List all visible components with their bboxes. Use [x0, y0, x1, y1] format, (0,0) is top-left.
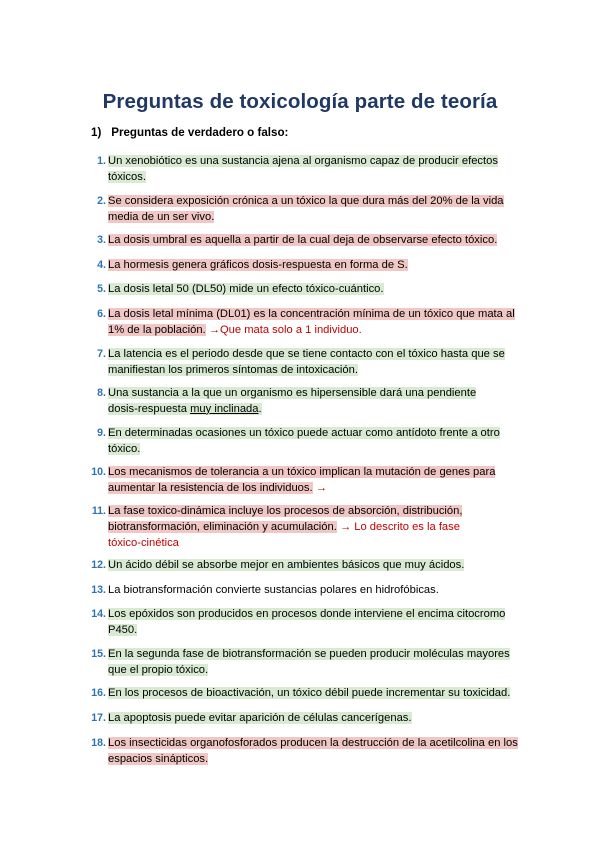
question-line [108, 647, 518, 663]
question-line [108, 347, 518, 363]
question-line [108, 558, 518, 574]
question-text [108, 736, 518, 768]
question-line [108, 736, 518, 752]
question-line-text: La latencia es el periodo desde que se tiene contacto con el tóxico hasta que se [108, 348, 505, 360]
question-line [108, 170, 518, 186]
question-text [108, 347, 518, 379]
question-line [108, 233, 518, 249]
question-line-text: Se considera exposición crónica a un tóxico la que dura más del 20% de la vida [108, 195, 504, 207]
question-text [108, 426, 518, 458]
question-line [108, 323, 518, 339]
correction-note: →Que mata solo a 1 individuo. [205, 323, 362, 336]
question-text [108, 258, 518, 274]
question-line-text: La apoptosis puede evitar aparición de células cancerígenas. [108, 712, 412, 724]
question-line [108, 442, 518, 458]
question-line-text: manifiestan los primeros síntomas de intoxicación. [108, 363, 358, 376]
question-line [108, 583, 518, 599]
question-line-text: En determinadas ocasiones un tóxico puede actuar como antídoto frente a otro [108, 427, 500, 439]
question-number: 3. [97, 234, 106, 246]
question-line [108, 426, 518, 442]
question-line-text: Una sustancia a la que un organismo es hipersensible dará una pendiente [108, 387, 477, 399]
question-line [108, 194, 518, 210]
question-number: 17. [91, 712, 106, 724]
question-line [108, 210, 518, 226]
question-text [108, 711, 518, 727]
question-line [108, 258, 518, 274]
question-line-text: que el propio tóxico. [108, 663, 209, 676]
correction-note: → [312, 481, 327, 494]
question-line-text: La dosis letal 50 (DL50) mide un efecto tóxico-cuántico. [108, 283, 384, 295]
question-line [108, 402, 518, 418]
question-number: 5. [97, 283, 106, 295]
question-line-text: media de un ser vivo. [108, 210, 215, 223]
question-text [108, 558, 518, 574]
question-number: 10. [91, 466, 106, 478]
question-text [108, 307, 518, 339]
question-number: 9. [97, 427, 106, 439]
question-line [108, 465, 518, 481]
question-line-text: La hormesis genera gráficos dosis-respuesta en forma de S. [108, 259, 408, 271]
correction-note: → Lo descrito es la fase [336, 520, 460, 533]
question-text [108, 386, 518, 418]
question-number: 15. [91, 648, 106, 660]
question-line [108, 520, 518, 536]
question-number: 4. [97, 259, 106, 271]
question-line [108, 711, 518, 727]
question-line [108, 363, 518, 379]
question-line [108, 663, 518, 679]
question-number: 16. [91, 687, 106, 699]
question-text [108, 233, 518, 249]
question-text [108, 647, 518, 679]
question-line-text: biotransformación, eliminación y acumulación. [108, 520, 337, 533]
question-line-text: tóxico. [108, 442, 141, 455]
question-line [108, 154, 518, 170]
question-line-text: La biotransformación convierte sustancias polares en hidrofóbicas. [108, 584, 439, 596]
question-line-text: P450. [108, 623, 138, 636]
question-number: 8. [97, 387, 106, 399]
question-line-text: La dosis umbral es aquella a partir de la cual deja de observarse efecto tóxico. [108, 234, 498, 246]
question-text [108, 465, 518, 497]
question-line-text: dosis-respuesta [108, 402, 191, 415]
question-text [108, 686, 518, 702]
question-text [108, 504, 518, 551]
section-heading-text: Preguntas de verdadero o falso: [111, 126, 289, 139]
question-line-text: aumentar la resistencia de los individuos. [108, 481, 313, 494]
question-number: 11. [91, 505, 106, 517]
question-line [108, 623, 518, 639]
question-line-text: Los epóxidos son producidos en procesos donde interviene el encima citocromo [108, 608, 506, 620]
question-line-text: Los insecticidas organofosforados producen la destrucción de la acetilcolina en los [108, 737, 518, 749]
question-text [108, 607, 518, 639]
question-line-tail: . [258, 402, 262, 415]
underlined-phrase: muy inclinada [190, 402, 259, 415]
question-number: 18. [91, 737, 106, 749]
question-text [108, 154, 518, 186]
question-line-text: 1% de la población. [108, 323, 206, 336]
question-line [108, 504, 518, 520]
question-line-text: En la segunda fase de biotransformación se pueden producir moléculas mayores [108, 648, 510, 660]
question-number: 1. [97, 155, 106, 167]
question-number: 6. [97, 308, 106, 320]
question-line-text: Un ácido débil se absorbe mejor en ambientes básicos que muy ácidos. [108, 559, 465, 571]
question-number: 2. [97, 195, 106, 207]
question-text [108, 583, 518, 599]
question-line-text: espacios sinápticos. [108, 752, 209, 765]
question-line [108, 282, 518, 298]
section-heading [91, 126, 288, 139]
correction-note-line: tóxico-cinética [108, 536, 179, 549]
question-line-text: tóxicos. [108, 170, 146, 183]
question-line [108, 686, 518, 702]
question-line [108, 307, 518, 323]
section-number: 1) [91, 126, 102, 139]
question-line-text: En los procesos de bioactivación, un tóxico débil puede incrementar su toxicidad. [108, 687, 511, 699]
question-number: 14. [91, 608, 106, 620]
question-number: 7. [97, 348, 106, 360]
question-number: 13. [91, 584, 106, 596]
question-line-text: Los mecanismos de tolerancia a un tóxico implican la mutación de genes para [108, 466, 496, 478]
question-line [108, 607, 518, 623]
question-line-text: La fase toxico-dinámica incluye los procesos de absorción, distribución, [108, 505, 463, 517]
question-text [108, 194, 518, 226]
question-number: 12. [91, 559, 106, 571]
question-text [108, 282, 518, 298]
question-line-text: Un xenobiótico es una sustancia ajena al organismo capaz de producir efectos [108, 155, 498, 167]
question-line-text: La dosis letal mínima (DL01) es la concentración mínima de un tóxico que mata al [108, 308, 515, 320]
document-title: Preguntas de toxicología parte de teoría [102, 90, 498, 113]
question-line [108, 481, 518, 497]
question-line [108, 386, 518, 402]
question-line [108, 752, 518, 768]
